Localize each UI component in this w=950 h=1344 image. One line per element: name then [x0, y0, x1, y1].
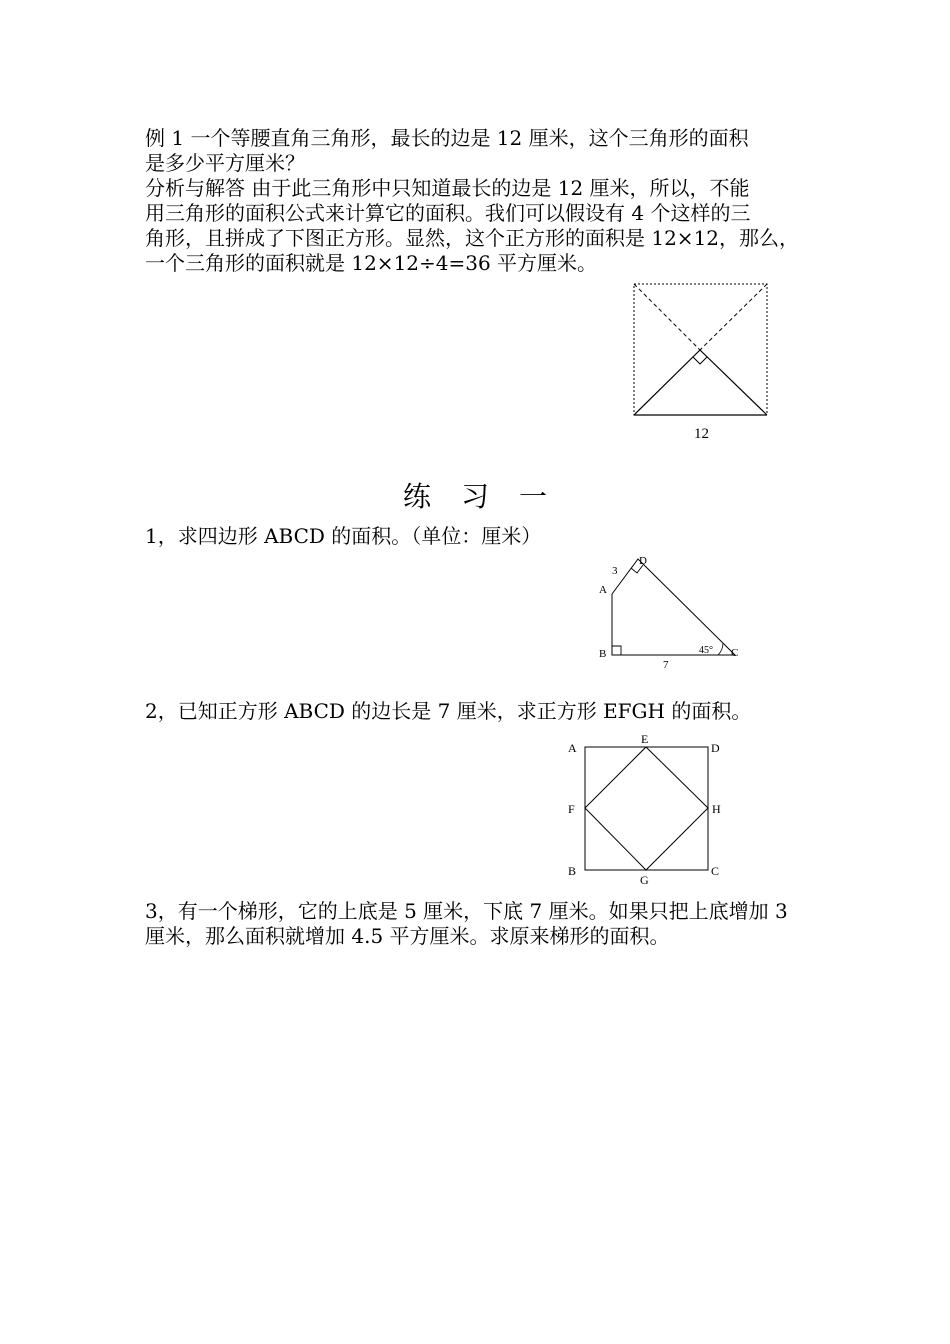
side-bc-label: 7 — [663, 659, 669, 671]
square-efgh — [585, 747, 708, 870]
example-line-2: 是多少平方厘米？ — [145, 151, 305, 175]
side-ad-label: 3 — [612, 565, 618, 577]
problem-2-text: 2，已知正方形 ABCD 的边长是 7 厘米，求正方形 EFGH 的面积。 — [145, 699, 752, 723]
label-c: C — [711, 864, 720, 878]
label-e: E — [641, 732, 649, 746]
example-line-1: 例 1 一个等腰直角三角形，最长的边是 12 厘米，这个三角形的面积 — [145, 126, 749, 150]
label-b: B — [599, 648, 607, 660]
exercise-title: 练习一 — [402, 480, 577, 513]
dashed-diagonal-1 — [634, 284, 700, 350]
label-a: A — [599, 584, 607, 596]
example-square-figure — [620, 278, 790, 448]
label-d: D — [711, 741, 720, 755]
triangle-leg-right — [700, 350, 767, 415]
square-abcd — [585, 747, 708, 870]
dashed-diagonal-2 — [700, 284, 767, 350]
label-c: C — [731, 647, 739, 659]
label-b: B — [568, 864, 577, 878]
label-h: H — [712, 802, 721, 816]
label-a: A — [568, 741, 577, 755]
example-line-3: 分析与解答 由于此三角形中只知道最长的边是 12 厘米，所以，不能 — [145, 176, 750, 200]
right-angle-mark — [693, 357, 707, 364]
label-d: D — [639, 555, 647, 567]
side-label-12: 12 — [694, 426, 709, 442]
label-f: F — [568, 802, 575, 816]
label-g: G — [640, 873, 649, 887]
example-line-5: 角形，且拼成了下图正方形。显然，这个正方形的面积是 12×12，那么， — [145, 226, 800, 250]
angle-c-label: 45° — [699, 645, 713, 656]
triangle-leg-left — [634, 350, 700, 415]
problem-3-line-2: 厘米，那么面积就增加 4.5 平方厘米。求原来梯形的面积。 — [145, 924, 670, 948]
angle-arc-c — [718, 643, 723, 655]
problem-1-text: 1，求四边形 ABCD 的面积。（单位：厘米） — [145, 524, 542, 548]
example-line-6: 一个三角形的面积就是 12×12÷4=36 平方厘米。 — [145, 251, 598, 275]
right-angle-mark-b — [612, 646, 621, 655]
quadrilateral-abcd — [612, 559, 735, 655]
problem-3-line-1: 3，有一个梯形，它的上底是 5 厘米，下底 7 厘米。如果只把上底增加 3 — [145, 899, 788, 923]
problem-1-figure — [590, 552, 750, 671]
example-line-4: 用三角形的面积公式来计算它的面积。我们可以假设有 4 个这样的三 — [145, 201, 751, 225]
problem-2-figure — [560, 730, 730, 890]
